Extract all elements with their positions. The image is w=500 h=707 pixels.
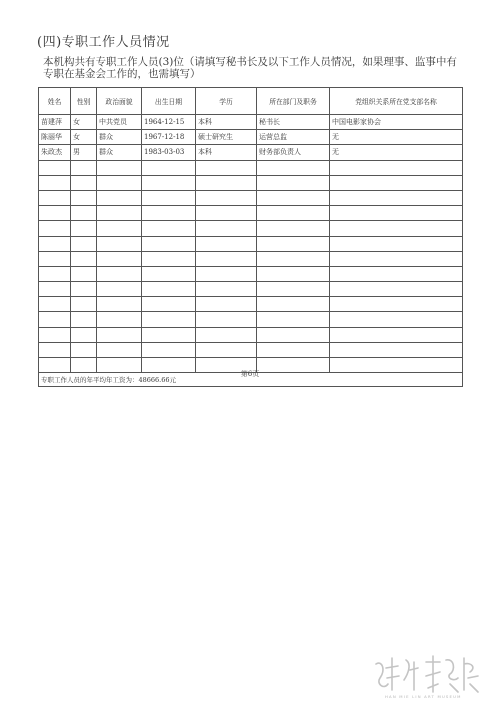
header-department-position: 所在部门及职务 xyxy=(257,88,330,115)
cell-name xyxy=(39,266,71,281)
cell-gender xyxy=(71,236,97,251)
cell-political-status xyxy=(97,282,142,297)
cell-name xyxy=(39,236,71,251)
cell-birth-date xyxy=(142,206,196,221)
cell-political-status xyxy=(97,190,142,205)
cell-gender: 女 xyxy=(71,130,97,145)
staff-table xyxy=(38,87,463,387)
cell-party-branch: 无 xyxy=(330,130,463,145)
cell-gender xyxy=(71,175,97,190)
cell-name xyxy=(39,190,71,205)
table-row xyxy=(39,251,463,266)
cell-birth-date xyxy=(142,266,196,281)
cell-party-branch xyxy=(330,175,463,190)
cell-name: 朱政杰 xyxy=(39,145,71,160)
table-row xyxy=(39,236,463,251)
cell-birth-date xyxy=(142,160,196,175)
cell-birth-date: 1964-12-15 xyxy=(142,115,196,130)
cell-party-branch xyxy=(330,327,463,342)
cell-education xyxy=(196,190,257,205)
cell-party-branch xyxy=(330,236,463,251)
cell-party-branch xyxy=(330,282,463,297)
cell-name xyxy=(39,206,71,221)
cell-department-position xyxy=(257,327,330,342)
cell-department-position xyxy=(257,221,330,236)
table-row xyxy=(39,266,463,281)
cell-name xyxy=(39,160,71,175)
cell-political-status xyxy=(97,312,142,327)
cell-name xyxy=(39,327,71,342)
cell-political-status xyxy=(97,175,142,190)
cell-department-position xyxy=(257,297,330,312)
cell-birth-date xyxy=(142,342,196,357)
cell-name: 陈丽华 xyxy=(39,130,71,145)
table-header-row xyxy=(39,88,463,115)
cell-department-position xyxy=(257,312,330,327)
cell-department-position xyxy=(257,236,330,251)
watermark-text: HAN MIE LIN ART MUSEUM xyxy=(385,694,462,699)
cell-department-position xyxy=(257,266,330,281)
cell-political-status xyxy=(97,266,142,281)
cell-department-position xyxy=(257,160,330,175)
cell-birth-date xyxy=(142,327,196,342)
cell-department-position xyxy=(257,251,330,266)
cell-education: 本科 xyxy=(196,115,257,130)
cell-political-status xyxy=(97,160,142,175)
table-row xyxy=(39,190,463,205)
cell-party-branch: 无 xyxy=(330,145,463,160)
header-education: 学历 xyxy=(196,88,257,115)
cell-department-position: 财务部负责人 xyxy=(257,145,330,160)
header-political-status: 政治面貌 xyxy=(97,88,142,115)
table-row xyxy=(39,145,463,160)
cell-gender xyxy=(71,190,97,205)
intro-text: 本机构共有专职工作人员(3)位（请填写秘书长及以下工作人员情况，如果理事、监事中有专职在基金会工作的，也需填写） xyxy=(43,56,457,80)
cell-gender xyxy=(71,206,97,221)
table-row xyxy=(39,327,463,342)
cell-birth-date xyxy=(142,312,196,327)
cell-department-position: 运营总监 xyxy=(257,130,330,145)
cell-party-branch xyxy=(330,221,463,236)
cell-political-status: 群众 xyxy=(97,145,142,160)
cell-name xyxy=(39,282,71,297)
cell-name: 苗建萍 xyxy=(39,115,71,130)
table-row xyxy=(39,297,463,312)
header-party-branch: 党组织关系所在党支部名称 xyxy=(330,88,463,115)
cell-education xyxy=(196,282,257,297)
header-name: 姓名 xyxy=(39,88,71,115)
cell-gender xyxy=(71,297,97,312)
section-title: (四)专职工作人员情况 xyxy=(37,35,170,50)
cell-department-position xyxy=(257,342,330,357)
cell-department-position xyxy=(257,206,330,221)
cell-party-branch: 中国电影家协会 xyxy=(330,115,463,130)
table-row xyxy=(39,342,463,357)
cell-name xyxy=(39,297,71,312)
cell-education xyxy=(196,342,257,357)
cell-gender: 男 xyxy=(71,145,97,160)
cell-birth-date: 1967-12-18 xyxy=(142,130,196,145)
cell-department-position xyxy=(257,190,330,205)
cell-birth-date xyxy=(142,297,196,312)
cell-education xyxy=(196,160,257,175)
cell-political-status xyxy=(97,251,142,266)
cell-department-position: 秘书长 xyxy=(257,115,330,130)
cell-party-branch xyxy=(330,266,463,281)
table-row xyxy=(39,130,463,145)
cell-education: 硕士研究生 xyxy=(196,130,257,145)
cell-birth-date xyxy=(142,282,196,297)
table-row xyxy=(39,221,463,236)
cell-name xyxy=(39,342,71,357)
cell-party-branch xyxy=(330,251,463,266)
cell-party-branch xyxy=(330,342,463,357)
cell-gender xyxy=(71,221,97,236)
table-row xyxy=(39,160,463,175)
cell-political-status xyxy=(97,236,142,251)
cell-education xyxy=(196,266,257,281)
cell-gender xyxy=(71,312,97,327)
cell-gender xyxy=(71,266,97,281)
header-gender: 性别 xyxy=(71,88,97,115)
cell-party-branch xyxy=(330,297,463,312)
cell-education xyxy=(196,221,257,236)
cell-gender xyxy=(71,282,97,297)
table-row xyxy=(39,282,463,297)
cell-education: 本科 xyxy=(196,145,257,160)
cell-political-status: 群众 xyxy=(97,130,142,145)
cell-party-branch xyxy=(330,160,463,175)
cell-birth-date xyxy=(142,175,196,190)
cell-name xyxy=(39,175,71,190)
cell-name xyxy=(39,312,71,327)
cell-name xyxy=(39,221,71,236)
museum-watermark-logo xyxy=(370,650,485,700)
cell-birth-date xyxy=(142,221,196,236)
cell-political-status xyxy=(97,342,142,357)
cell-gender xyxy=(71,342,97,357)
cell-political-status xyxy=(97,327,142,342)
cell-education xyxy=(196,312,257,327)
cell-party-branch xyxy=(330,206,463,221)
cell-political-status xyxy=(97,206,142,221)
table-row xyxy=(39,312,463,327)
table-row xyxy=(39,206,463,221)
table-row xyxy=(39,175,463,190)
cell-education xyxy=(196,297,257,312)
cell-political-status: 中共党员 xyxy=(97,115,142,130)
cell-birth-date: 1983-03-03 xyxy=(142,145,196,160)
cell-party-branch xyxy=(330,190,463,205)
cell-birth-date xyxy=(142,236,196,251)
cell-gender xyxy=(71,251,97,266)
cell-gender xyxy=(71,160,97,175)
cell-political-status xyxy=(97,221,142,236)
page-number: 第6页 xyxy=(240,370,260,378)
cell-department-position xyxy=(257,175,330,190)
cell-department-position xyxy=(257,282,330,297)
cell-gender: 女 xyxy=(71,115,97,130)
cell-party-branch xyxy=(330,312,463,327)
cell-name xyxy=(39,251,71,266)
cell-education xyxy=(196,206,257,221)
cell-gender xyxy=(71,327,97,342)
cell-birth-date xyxy=(142,251,196,266)
header-birth-date: 出生日期 xyxy=(142,88,196,115)
table-row xyxy=(39,115,463,130)
cell-education xyxy=(196,236,257,251)
cell-birth-date xyxy=(142,190,196,205)
cell-education xyxy=(196,175,257,190)
cell-political-status xyxy=(97,297,142,312)
average-salary: 专职工作人员的年平均年工资为：48666.66元 xyxy=(39,373,463,387)
cell-education xyxy=(196,327,257,342)
cell-education xyxy=(196,251,257,266)
